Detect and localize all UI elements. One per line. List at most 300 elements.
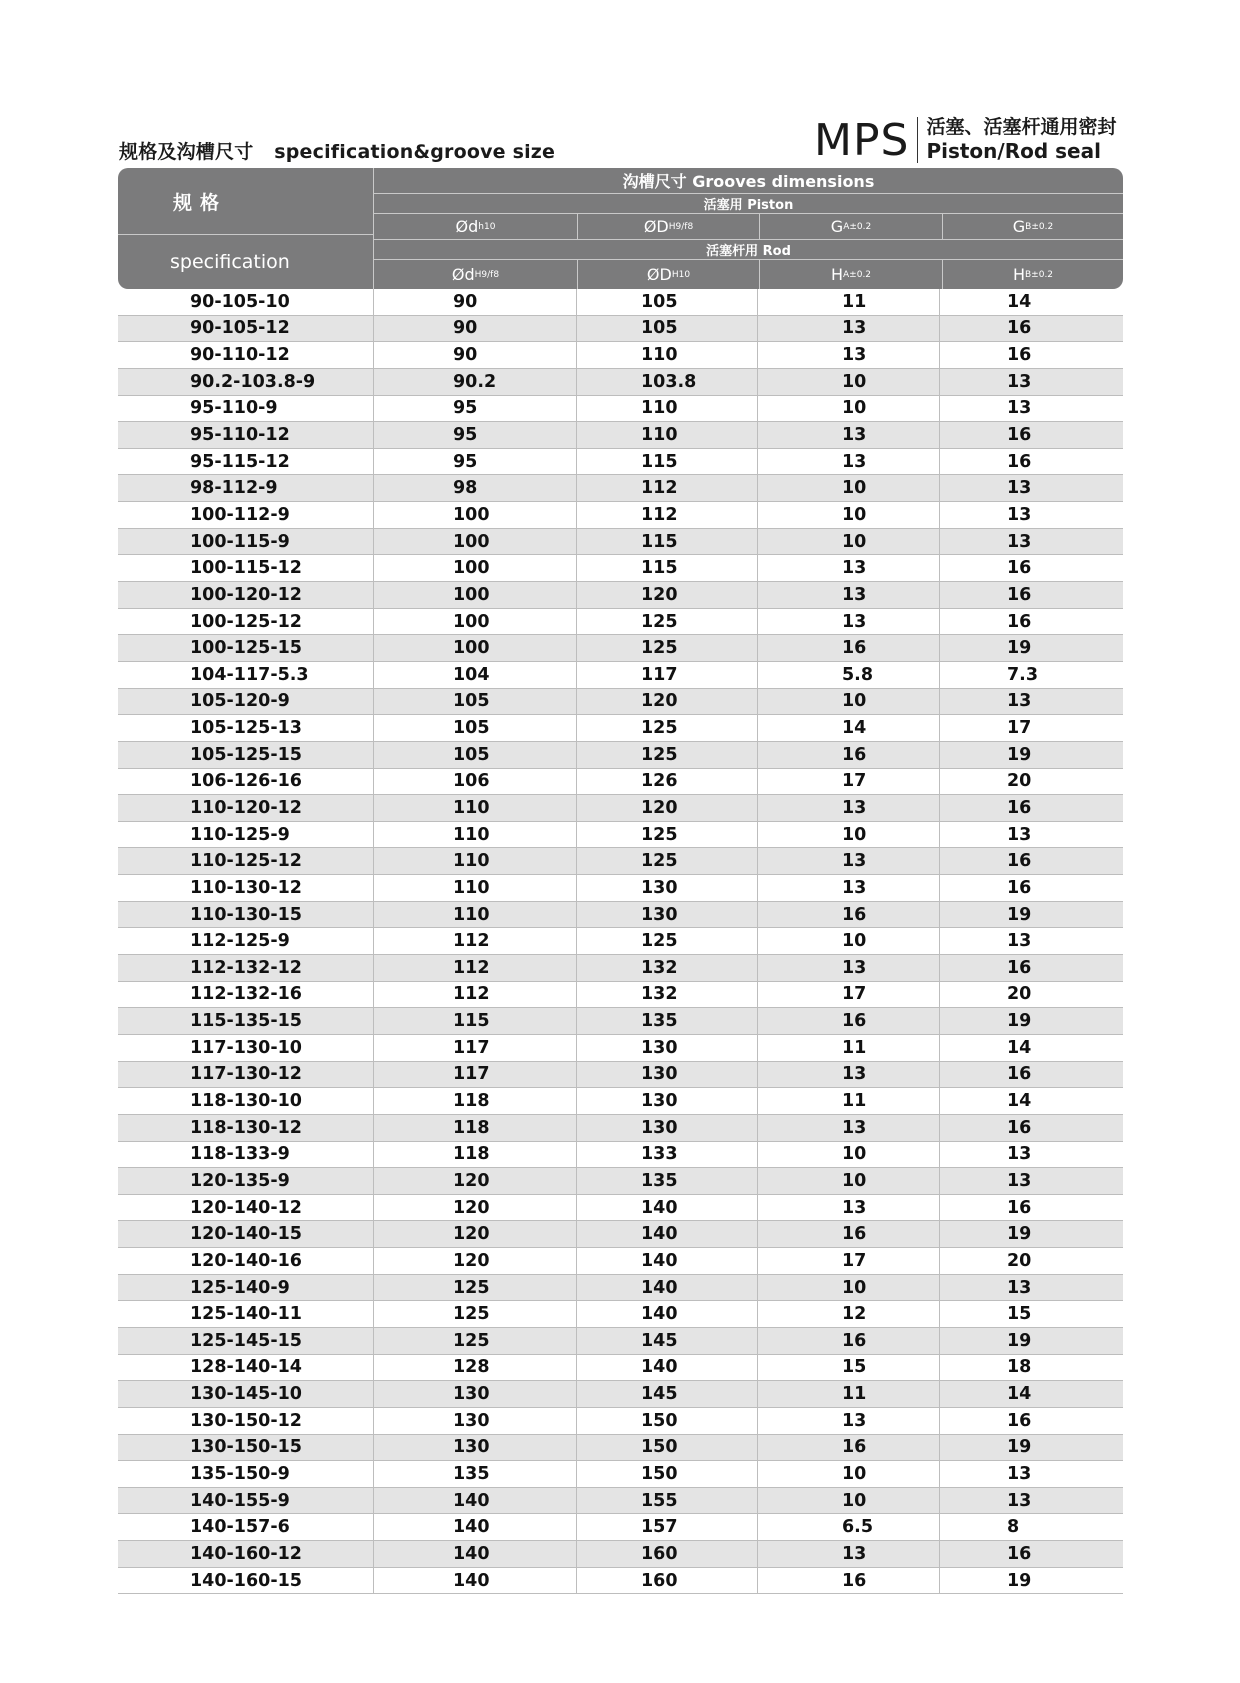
cell-ga: 13 (758, 582, 940, 608)
cell-gb: 7.3 (1007, 664, 1039, 685)
cell-D: 160 (577, 1541, 758, 1567)
cell-gb: 16 (1007, 345, 1032, 366)
col-header-rod-HB: H B ±0.2 (1012, 265, 1054, 284)
cell-gb: 19 (1007, 744, 1032, 765)
rod-header: 活塞杆用 Rod (706, 244, 791, 259)
cell-D: 135 (577, 1008, 758, 1034)
cell-ga: 13 (758, 795, 940, 821)
cell-D: 112 (577, 502, 758, 528)
table-row (118, 342, 1123, 369)
cell-spec: 130-150-15 (118, 1435, 374, 1461)
table-row (118, 582, 1123, 609)
cell-gb: 13 (1007, 398, 1032, 419)
cell-spec: 125-140-9 (118, 1275, 374, 1301)
cell-gb: 13 (1007, 931, 1032, 952)
cell-gb: 19 (1007, 1011, 1032, 1032)
cell-spec: 125-140-11 (118, 1301, 374, 1327)
header-divider (118, 234, 373, 235)
cell-gb: 16 (1007, 1543, 1032, 1564)
cell-spec: 130-150-12 (118, 1408, 374, 1434)
cell-d: 117 (374, 1035, 577, 1061)
cell-ga: 16 (758, 1328, 940, 1354)
cell-D: 125 (577, 928, 758, 954)
cell-ga: 16 (758, 902, 940, 928)
cell-ga: 13 (758, 955, 940, 981)
cell-d: 130 (374, 1408, 577, 1434)
table-row (118, 609, 1123, 636)
cell-ga: 13 (758, 1115, 940, 1141)
cell-ga: 11 (758, 289, 940, 315)
table-row (118, 1088, 1123, 1115)
table-row (118, 1408, 1123, 1435)
cell-d: 125 (374, 1328, 577, 1354)
cell-D: 140 (577, 1301, 758, 1327)
cell-D: 105 (577, 289, 758, 315)
cell-spec: 90-110-12 (118, 342, 374, 368)
cell-D: 130 (577, 1062, 758, 1088)
cell-spec: 100-125-12 (118, 609, 374, 635)
cell-spec: 100-125-15 (118, 635, 374, 661)
cell-d: 120 (374, 1248, 577, 1274)
col-header-rod-d: Ød H9/f8 (451, 265, 500, 284)
cell-ga: 10 (758, 928, 940, 954)
cell-ga: 13 (758, 1541, 940, 1567)
cell-d: 90 (374, 342, 577, 368)
cell-gb: 13 (1007, 371, 1032, 392)
cell-D: 150 (577, 1461, 758, 1487)
cell-d: 118 (374, 1088, 577, 1114)
cell-D: 145 (577, 1381, 758, 1407)
cell-d: 140 (374, 1488, 577, 1514)
cell-d: 100 (374, 529, 577, 555)
cell-ga: 13 (758, 1408, 940, 1434)
header-divider (942, 214, 943, 239)
cell-gb: 13 (1007, 1144, 1032, 1165)
product-description (926, 116, 1116, 163)
table-header (118, 168, 1123, 289)
table-row (118, 1275, 1123, 1302)
cell-gb: 13 (1007, 1277, 1032, 1298)
cell-spec: 120-135-9 (118, 1168, 374, 1194)
header-divider (577, 260, 578, 289)
cell-spec: 112-132-12 (118, 955, 374, 981)
cell-D: 120 (577, 582, 758, 608)
cell-d: 120 (374, 1168, 577, 1194)
cell-ga: 13 (758, 449, 940, 475)
product-code: MPS (814, 115, 910, 166)
table-row (118, 875, 1123, 902)
cell-gb: 19 (1007, 1437, 1032, 1458)
cell-gb: 13 (1007, 1490, 1032, 1511)
spec-header-cn: 规格 (173, 191, 228, 214)
cell-gb: 14 (1007, 1091, 1032, 1112)
table-row (118, 289, 1123, 316)
cell-D: 150 (577, 1408, 758, 1434)
cell-spec: 105-125-13 (118, 715, 374, 741)
cell-D: 160 (577, 1568, 758, 1594)
table-row (118, 1461, 1123, 1488)
spec-header-en: specification (170, 250, 290, 273)
table-row (118, 1115, 1123, 1142)
table-row (118, 1355, 1123, 1382)
cell-d: 105 (374, 742, 577, 768)
col-header-rod-HA: H A ±0.2 (830, 265, 872, 284)
cell-d: 120 (374, 1195, 577, 1221)
cell-D: 125 (577, 848, 758, 874)
table-row (118, 1035, 1123, 1062)
cell-D: 125 (577, 715, 758, 741)
table-row (118, 1541, 1123, 1568)
col-header-piston-GA: G A ±0.2 (830, 217, 872, 236)
cell-ga: 13 (758, 555, 940, 581)
cell-spec: 110-125-9 (118, 822, 374, 848)
header-divider (759, 214, 760, 239)
table-row (118, 742, 1123, 769)
cell-d: 100 (374, 609, 577, 635)
cell-ga: 10 (758, 1488, 940, 1514)
cell-spec: 105-120-9 (118, 689, 374, 715)
cell-D: 133 (577, 1142, 758, 1168)
cell-gb: 16 (1007, 1410, 1032, 1431)
page-title-cn: 规格及沟槽尺寸 (119, 141, 254, 163)
cell-gb: 16 (1007, 797, 1032, 818)
cell-ga: 11 (758, 1035, 940, 1061)
table-row (118, 555, 1123, 582)
table-body (118, 289, 1123, 1594)
brand-divider (917, 117, 918, 163)
cell-d: 128 (374, 1355, 577, 1381)
cell-d: 90 (374, 289, 577, 315)
cell-gb: 20 (1007, 1250, 1032, 1271)
table-row (118, 662, 1123, 689)
cell-ga: 12 (758, 1301, 940, 1327)
cell-ga: 11 (758, 1381, 940, 1407)
cell-spec: 118-133-9 (118, 1142, 374, 1168)
piston-header: 活塞用 Piston (703, 198, 794, 213)
cell-D: 112 (577, 475, 758, 501)
cell-spec: 104-117-5.3 (118, 662, 374, 688)
cell-d: 100 (374, 555, 577, 581)
cell-spec: 90.2-103.8-9 (118, 369, 374, 395)
cell-D: 115 (577, 529, 758, 555)
table-row (118, 1301, 1123, 1328)
cell-spec: 140-155-9 (118, 1488, 374, 1514)
cell-gb: 16 (1007, 451, 1032, 472)
cell-d: 110 (374, 795, 577, 821)
cell-ga: 5.8 (758, 662, 940, 688)
cell-gb: 13 (1007, 504, 1032, 525)
header-divider (374, 259, 1123, 260)
cell-D: 130 (577, 1115, 758, 1141)
cell-ga: 10 (758, 396, 940, 422)
cell-d: 110 (374, 848, 577, 874)
cell-spec: 100-115-12 (118, 555, 374, 581)
cell-spec: 125-145-15 (118, 1328, 374, 1354)
table-row (118, 369, 1123, 396)
product-name-cn: 活塞、活塞杆通用密封 (926, 116, 1117, 138)
table-row (118, 1142, 1123, 1169)
cell-ga: 13 (758, 609, 940, 635)
cell-gb: 20 (1007, 984, 1032, 1005)
cell-spec: 118-130-10 (118, 1088, 374, 1114)
cell-d: 112 (374, 982, 577, 1008)
cell-ga: 10 (758, 1168, 940, 1194)
cell-spec: 95-115-12 (118, 449, 374, 475)
product-name-en: Piston/Rod seal (926, 139, 1101, 163)
cell-ga: 13 (758, 316, 940, 342)
cell-d: 118 (374, 1115, 577, 1141)
cell-spec: 140-157-6 (118, 1514, 374, 1540)
cell-ga: 10 (758, 369, 940, 395)
cell-d: 110 (374, 875, 577, 901)
cell-D: 140 (577, 1355, 758, 1381)
cell-d: 95 (374, 396, 577, 422)
cell-spec: 140-160-15 (118, 1568, 374, 1594)
cell-gb: 16 (1007, 877, 1032, 898)
cell-gb: 19 (1007, 1570, 1032, 1591)
cell-d: 135 (374, 1461, 577, 1487)
cell-D: 110 (577, 396, 758, 422)
cell-gb: 16 (1007, 1197, 1032, 1218)
cell-d: 90.2 (374, 369, 577, 395)
cell-ga: 10 (758, 475, 940, 501)
col-header-piston-D: ØD H9/f8 (643, 217, 694, 236)
col-header-rod-D: ØD H10 (646, 265, 691, 284)
table-row (118, 1568, 1123, 1595)
cell-spec: 90-105-10 (118, 289, 374, 315)
cell-gb: 19 (1007, 1330, 1032, 1351)
cell-D: 132 (577, 982, 758, 1008)
table-row (118, 689, 1123, 716)
product-brand (814, 115, 1117, 166)
cell-D: 115 (577, 449, 758, 475)
cell-D: 120 (577, 795, 758, 821)
cell-d: 117 (374, 1062, 577, 1088)
col-header-piston-GB: G B ±0.2 (1012, 217, 1054, 236)
cell-D: 125 (577, 822, 758, 848)
table-row (118, 928, 1123, 955)
cell-spec: 106-126-16 (118, 769, 374, 795)
cell-gb: 8 (1007, 1517, 1020, 1538)
cell-spec: 117-130-10 (118, 1035, 374, 1061)
cell-ga: 11 (758, 1088, 940, 1114)
cell-D: 125 (577, 742, 758, 768)
cell-ga: 16 (758, 742, 940, 768)
table-row (118, 475, 1123, 502)
table-row (118, 1062, 1123, 1089)
table-row (118, 1488, 1123, 1515)
cell-d: 115 (374, 1008, 577, 1034)
cell-gb: 14 (1007, 1384, 1032, 1405)
cell-d: 95 (374, 449, 577, 475)
cell-D: 140 (577, 1195, 758, 1221)
cell-D: 105 (577, 316, 758, 342)
cell-gb: 14 (1007, 291, 1032, 312)
table-row (118, 955, 1123, 982)
cell-spec: 100-115-9 (118, 529, 374, 555)
cell-spec: 110-130-12 (118, 875, 374, 901)
cell-ga: 13 (758, 422, 940, 448)
cell-D: 140 (577, 1221, 758, 1247)
cell-D: 130 (577, 1088, 758, 1114)
cell-ga: 16 (758, 1435, 940, 1461)
cell-gb: 16 (1007, 584, 1032, 605)
cell-D: 130 (577, 902, 758, 928)
cell-d: 100 (374, 582, 577, 608)
cell-d: 125 (374, 1275, 577, 1301)
cell-d: 105 (374, 715, 577, 741)
cell-ga: 10 (758, 502, 940, 528)
cell-gb: 15 (1007, 1304, 1032, 1325)
table-row (118, 396, 1123, 423)
cell-ga: 13 (758, 342, 940, 368)
cell-ga: 10 (758, 1461, 940, 1487)
table-row (118, 1195, 1123, 1222)
cell-spec: 112-132-16 (118, 982, 374, 1008)
cell-ga: 10 (758, 529, 940, 555)
cell-D: 140 (577, 1275, 758, 1301)
table-row (118, 1221, 1123, 1248)
cell-D: 117 (577, 662, 758, 688)
cell-d: 112 (374, 955, 577, 981)
table-row (118, 502, 1123, 529)
page-title-en: specification&groove size (274, 141, 556, 163)
cell-D: 145 (577, 1328, 758, 1354)
cell-gb: 18 (1007, 1357, 1032, 1378)
cell-D: 110 (577, 422, 758, 448)
cell-gb: 20 (1007, 771, 1032, 792)
cell-gb: 13 (1007, 1464, 1032, 1484)
cell-gb: 16 (1007, 318, 1032, 339)
cell-gb: 16 (1007, 558, 1032, 579)
table-row (118, 715, 1123, 742)
cell-d: 140 (374, 1568, 577, 1594)
cell-D: 130 (577, 875, 758, 901)
cell-d: 95 (374, 422, 577, 448)
table-row (118, 422, 1123, 449)
table-row (118, 1008, 1123, 1035)
grooves-dimensions-header: 沟槽尺寸 Grooves dimensions (622, 172, 875, 191)
cell-spec: 95-110-12 (118, 422, 374, 448)
header-divider (942, 260, 943, 289)
cell-spec: 110-125-12 (118, 848, 374, 874)
cell-d: 98 (374, 475, 577, 501)
cell-gb: 19 (1007, 638, 1032, 659)
cell-D: 110 (577, 342, 758, 368)
cell-gb: 13 (1007, 691, 1032, 712)
cell-D: 103.8 (577, 369, 758, 395)
cell-d: 104 (374, 662, 577, 688)
cell-d: 106 (374, 769, 577, 795)
cell-ga: 17 (758, 1248, 940, 1274)
header-divider (577, 214, 578, 239)
cell-d: 140 (374, 1514, 577, 1540)
cell-spec: 110-130-15 (118, 902, 374, 928)
cell-spec: 117-130-12 (118, 1062, 374, 1088)
cell-spec: 135-150-9 (118, 1461, 374, 1487)
cell-D: 140 (577, 1248, 758, 1274)
table-row (118, 1168, 1123, 1195)
cell-d: 100 (374, 502, 577, 528)
cell-d: 130 (374, 1381, 577, 1407)
cell-ga: 10 (758, 822, 940, 848)
header-divider (759, 260, 760, 289)
table-row (118, 529, 1123, 556)
cell-gb: 16 (1007, 851, 1032, 872)
cell-ga: 10 (758, 1275, 940, 1301)
table-row (118, 795, 1123, 822)
cell-spec: 90-105-12 (118, 316, 374, 342)
cell-d: 110 (374, 822, 577, 848)
cell-ga: 10 (758, 689, 940, 715)
cell-d: 140 (374, 1541, 577, 1567)
cell-d: 120 (374, 1221, 577, 1247)
cell-D: 135 (577, 1168, 758, 1194)
cell-D: 126 (577, 769, 758, 795)
cell-spec: 100-112-9 (118, 502, 374, 528)
cell-d: 110 (374, 902, 577, 928)
cell-ga: 16 (758, 635, 940, 661)
cell-gb: 16 (1007, 1117, 1032, 1138)
cell-d: 130 (374, 1435, 577, 1461)
table-row (118, 1248, 1123, 1275)
cell-spec: 110-120-12 (118, 795, 374, 821)
cell-gb: 19 (1007, 1224, 1032, 1245)
cell-gb: 13 (1007, 824, 1032, 845)
cell-ga: 10 (758, 1142, 940, 1168)
cell-ga: 13 (758, 848, 940, 874)
table-row (118, 769, 1123, 796)
cell-spec: 105-125-15 (118, 742, 374, 768)
cell-gb: 19 (1007, 904, 1032, 925)
cell-gb: 16 (1007, 611, 1032, 632)
cell-gb: 17 (1007, 718, 1032, 739)
cell-D: 120 (577, 689, 758, 715)
cell-spec: 115-135-15 (118, 1008, 374, 1034)
cell-d: 100 (374, 635, 577, 661)
cell-d: 90 (374, 316, 577, 342)
table-row (118, 1328, 1123, 1355)
cell-ga: 16 (758, 1221, 940, 1247)
cell-gb: 16 (1007, 425, 1032, 446)
cell-spec: 128-140-14 (118, 1355, 374, 1381)
cell-D: 130 (577, 1035, 758, 1061)
table-row (118, 449, 1123, 476)
cell-ga: 13 (758, 1062, 940, 1088)
cell-ga: 13 (758, 875, 940, 901)
table-row (118, 1514, 1123, 1541)
cell-spec: 120-140-12 (118, 1195, 374, 1221)
page-title (119, 137, 555, 164)
cell-ga: 14 (758, 715, 940, 741)
cell-ga: 13 (758, 1195, 940, 1221)
cell-gb: 14 (1007, 1037, 1032, 1058)
cell-D: 125 (577, 609, 758, 635)
table-row (118, 316, 1123, 343)
table-row (118, 902, 1123, 929)
cell-gb: 13 (1007, 1170, 1032, 1191)
cell-spec: 118-130-12 (118, 1115, 374, 1141)
cell-spec: 100-120-12 (118, 582, 374, 608)
cell-spec: 98-112-9 (118, 475, 374, 501)
table-row (118, 1435, 1123, 1462)
table-row (118, 635, 1123, 662)
cell-ga: 17 (758, 982, 940, 1008)
cell-spec: 140-160-12 (118, 1541, 374, 1567)
cell-gb: 13 (1007, 531, 1032, 552)
cell-ga: 16 (758, 1568, 940, 1594)
table-row (118, 1381, 1123, 1408)
